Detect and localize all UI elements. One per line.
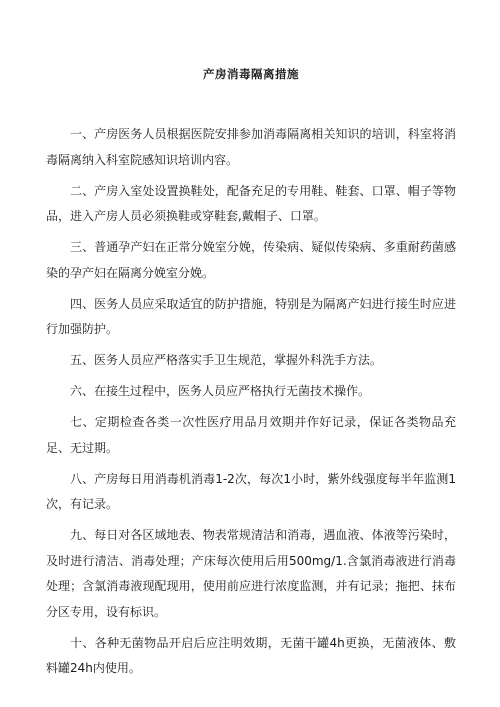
paragraph-3: 三、普通孕产妇在正常分娩室分娩，传染病、疑似传染病、多重耐药菌感染的孕产妇在隔离分娩室分娩。 <box>46 240 456 280</box>
paragraph-5: 五、医务人员应严格落实手卫生规范，掌握外科洗手方法。 <box>70 353 383 367</box>
paragraph-1: 一、产房医务人员根据医院安排参加消毒隔离相关知识的培训，科室将消毒隔离纳入科室院感知识培训内容。 <box>46 127 456 167</box>
paragraph-6: 六、在接生过程中，医务人员应严格执行无菌技术操作。 <box>70 384 371 398</box>
paragraph-8: 八、产房每日用消毒机消毒1-2次，每次1小时，紫外线强度每半年监测1次，有记录。 <box>46 471 456 511</box>
paragraph-4: 四、医务人员应采取适宜的防护措施，特别是为隔离产妇进行接生时应进行加强防护。 <box>46 296 456 336</box>
paragraph-9: 九、每日对各区域地表、物表常规清洁和消毒，遇血液、体液等污染时，及时进行清洁、消毒处理；产床每次使用后用500mg/1.含氯消毒液进行消毒处理；含氯消毒液现配现用，使用前应进行浓度监测，并有记录；拖把、抹布分区专用，设有标识。 <box>46 528 456 619</box>
paragraph-7: 七、定期检查各类一次性医疗用品月效期并作好记录，保证各类物品充足、无过期。 <box>46 415 456 455</box>
document-title: 产房消毒隔离措施 <box>203 67 299 81</box>
paragraph-2: 二、产房入室处设置换鞋处，配备充足的专用鞋、鞋套、口罩、帽子等物品，进入产房人员必须换鞋或穿鞋套,戴帽子、口罩。 <box>46 183 456 223</box>
paragraph-10: 十、各种无菌物品开启后应注明效期，无菌干罐4h更换，无菌液体、敷料罐24h内使用。 <box>46 635 456 675</box>
